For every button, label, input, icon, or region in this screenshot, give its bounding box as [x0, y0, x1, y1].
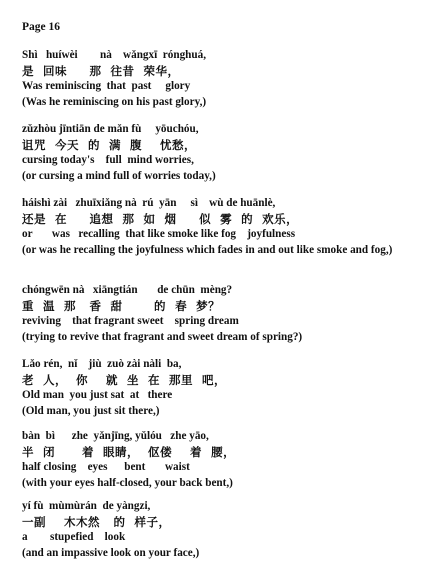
gloss-line: a stupefied look	[22, 531, 126, 543]
gloss-line: half closing eyes bent waist	[22, 461, 190, 473]
hanzi-line: 还是 在 追想 那 如 烟 似 雾 的 欢乐，	[22, 211, 299, 226]
stanza-1	[22, 48, 417, 110]
translation-line: (or was he recalling the joyfulness which fades in and out like smoke and fog,)	[22, 243, 393, 256]
translation-line: (and an impassive look on your face,)	[22, 546, 200, 559]
pinyin-line: Shì huíwèi nà wǎngxī rónghuá,	[22, 49, 207, 61]
pinyin-line: yí fù mùmùrán de yàngzi,	[22, 500, 151, 512]
translation-line: (Was he reminiscing on his past glory,)	[22, 95, 207, 108]
hanzi-line: 一副 木木然 的 样子，	[22, 514, 171, 529]
hanzi-line: 重 温 那 香 甜 的 春 梦？	[22, 298, 221, 313]
hanzi-line: 诅咒 今天 的 满 腹 忧愁，	[22, 137, 197, 152]
translation-line: (Old man, you just sit there,)	[22, 404, 160, 417]
gloss-line: cursing today's full mind worries,	[22, 154, 194, 166]
gloss-line: or was recalling that like smoke like fog joyfulness	[22, 228, 296, 240]
stanza-5	[22, 357, 417, 419]
stanza-7	[22, 499, 417, 561]
pinyin-line: háishì zài zhuīxiǎng nà rú yān sì wù de huānlè,	[22, 197, 276, 209]
hanzi-line: 半 闭 着 眼睛， 伛偻 着 腰，	[22, 444, 236, 459]
stanza-2	[22, 122, 417, 184]
pinyin-line: Lǎo rén, nǐ jiù zuò zài nàli ba,	[22, 358, 182, 370]
translation-line: (trying to revive that fragrant and sweet dream of spring?)	[22, 330, 303, 343]
stanza-6	[22, 429, 417, 491]
hanzi-line: 老 人， 你 就 坐 在 那里 吧，	[22, 372, 227, 387]
stanza-4	[22, 283, 417, 345]
translation-line: (or cursing a mind full of worries today,)	[22, 169, 216, 182]
translation-line: (with your eyes half-closed, your back bent,)	[22, 476, 233, 489]
stanza-3	[22, 196, 417, 257]
pinyin-line: chóngwēn nà xiāngtián de chūn mèng?	[22, 284, 233, 296]
pinyin-line: zǔzhòu jīntiān de mǎn fù yōuchóu,	[22, 123, 199, 135]
gloss-line: Old man you just sat at there	[22, 389, 173, 401]
page-label: Page 16	[22, 21, 61, 33]
gloss-line: Was reminiscing that past glory	[22, 80, 191, 92]
hanzi-line: 是 回味 那 往昔 荣华，	[22, 63, 180, 78]
gloss-line: reviving that fragrant sweet spring dream	[22, 315, 239, 327]
pinyin-line: bàn bì zhe yǎnjīng, yǔlóu zhe yāo,	[22, 430, 209, 442]
